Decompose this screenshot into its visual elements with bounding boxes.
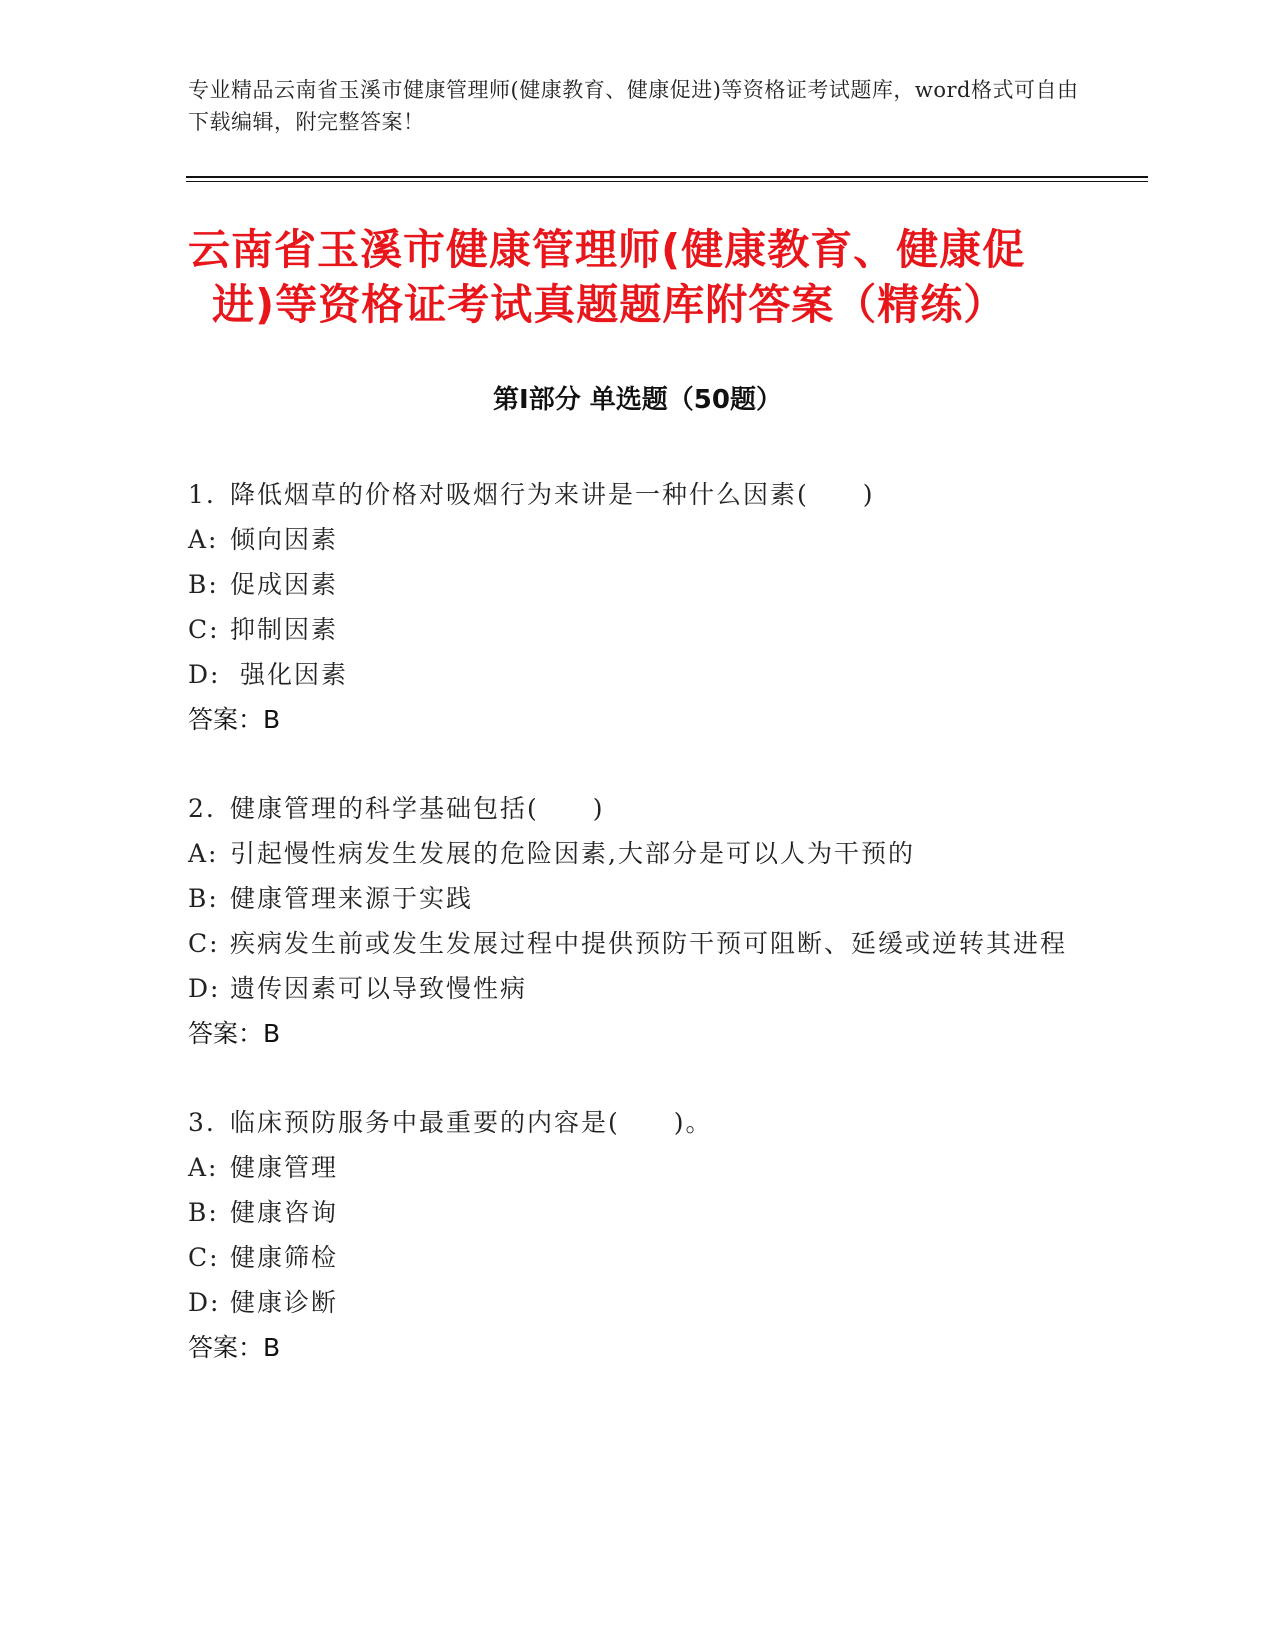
question-text: 降低烟草的价格对吸烟行为来讲是一种什么因素( ) — [230, 480, 875, 509]
option-letter: A: — [188, 525, 219, 554]
question-number: 1. — [188, 480, 216, 509]
question-number: 2. — [188, 794, 216, 823]
option-text: 引起慢性病发生发展的危险因素,大部分是可以人为干预的 — [230, 839, 915, 868]
question-3 — [188, 1100, 1088, 1370]
question-stem — [188, 786, 1088, 831]
header-divider-thick — [186, 176, 1148, 178]
option-text: 倾向因素 — [230, 525, 339, 554]
answer: 答案：B — [188, 1333, 281, 1362]
document-title-line-2: 进)等资格证考试真题题库附答案（精练） — [212, 280, 1007, 329]
option-a — [188, 1145, 1088, 1190]
option-a — [188, 517, 1088, 562]
option-letter: B: — [188, 1198, 219, 1227]
option-text: 健康管理 — [230, 1153, 339, 1182]
question-list — [188, 472, 1088, 1414]
option-text: 强化因素 — [230, 660, 348, 689]
option-text: 抑制因素 — [230, 615, 339, 644]
question-2 — [188, 786, 1088, 1056]
document-title — [188, 222, 1088, 332]
option-letter: A: — [188, 1153, 219, 1182]
option-c — [188, 921, 1088, 966]
option-b — [188, 562, 1088, 607]
option-letter: D: — [188, 660, 221, 689]
option-letter: A: — [188, 839, 219, 868]
option-text: 促成因素 — [230, 570, 339, 599]
option-letter: B: — [188, 884, 219, 913]
option-letter: D: — [188, 1288, 221, 1317]
option-letter: B: — [188, 570, 219, 599]
document-title-line-1: 云南省玉溪市健康管理师(健康教育、健康促 — [188, 225, 1026, 274]
section-title: 第Ⅰ部分 单选题（50题） — [493, 385, 782, 415]
option-letter: D: — [188, 974, 221, 1003]
answer: 答案：B — [188, 1019, 281, 1048]
option-b — [188, 876, 1088, 921]
option-d — [188, 652, 1088, 697]
option-d — [188, 1280, 1088, 1325]
header-note: 专业精品云南省玉溪市健康管理师(健康教育、健康促进)等资格证考试题库，word格式可自由下载编辑，附完整答案！ — [188, 78, 1079, 134]
question-stem — [188, 1100, 1088, 1145]
header-divider-thin — [186, 181, 1148, 182]
answer: 答案：B — [188, 705, 281, 734]
option-text: 健康诊断 — [230, 1288, 339, 1317]
option-b — [188, 1190, 1088, 1235]
option-c — [188, 1235, 1088, 1280]
option-letter: C: — [188, 615, 220, 644]
option-text: 健康管理来源于实践 — [230, 884, 474, 913]
option-d — [188, 966, 1088, 1011]
option-c — [188, 607, 1088, 652]
option-text: 疾病发生前或发生发展过程中提供预防干预可阻断、延缓或逆转其进程 — [230, 929, 1068, 958]
question-number: 3. — [188, 1108, 216, 1137]
option-text: 健康筛检 — [230, 1243, 339, 1272]
question-text: 临床预防服务中最重要的内容是( )。 — [230, 1108, 713, 1137]
question-1 — [188, 472, 1088, 742]
option-text: 遗传因素可以导致慢性病 — [230, 974, 528, 1003]
option-letter: C: — [188, 929, 220, 958]
question-text: 健康管理的科学基础包括( ) — [230, 794, 605, 823]
option-letter: C: — [188, 1243, 220, 1272]
option-text: 健康咨询 — [230, 1198, 339, 1227]
option-a — [188, 831, 1088, 876]
question-stem — [188, 472, 1088, 517]
